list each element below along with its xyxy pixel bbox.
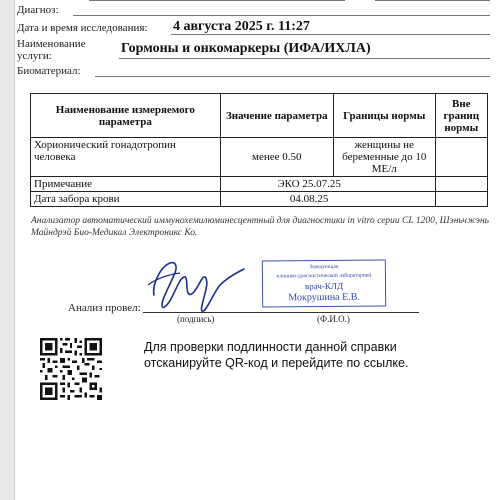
document-page xyxy=(14,0,503,500)
service-label-line2: услуги: xyxy=(17,50,52,62)
results-table xyxy=(30,93,488,207)
doctor-stamp xyxy=(262,259,386,307)
biomaterial-label: Биоматериал: xyxy=(17,65,81,77)
header-out: Вне границ нормы xyxy=(435,94,487,138)
row-out xyxy=(435,138,487,177)
blood-empty-cell xyxy=(435,192,487,207)
qr-code[interactable] xyxy=(40,338,102,400)
note-empty-cell xyxy=(435,177,487,192)
qr-text-line2: отсканируйте QR-код и перейдите по ссылке. xyxy=(144,356,409,370)
stamp-line2: клинико-диагностической лабораторией xyxy=(276,272,372,280)
qr-instructions xyxy=(144,339,408,371)
table-row-note xyxy=(31,177,488,192)
header-value: Значение параметра xyxy=(220,94,333,138)
analyzer-note: Анализатор автоматический иммунохемилюминесцентный для диагностики in vitro серии CL 1200, Шэньчжэнь Майндрэй Био-Медикал Электроникс Ко. xyxy=(31,216,489,238)
service-label xyxy=(17,38,86,62)
row-param-name: Хорионический гонадотропин человека xyxy=(31,138,221,177)
blood-value: 04.08.25 xyxy=(220,192,435,207)
header-param: Наименование измеряемого параметра xyxy=(31,94,221,138)
signature-caption: (подпись) xyxy=(177,314,215,324)
header-range: Границы нормы xyxy=(333,94,435,138)
datetime-value: 4 августа 2025 г. 11:27 xyxy=(173,19,310,34)
signature-image xyxy=(140,255,250,317)
stamp-line4: Мокрушина Е.В. xyxy=(288,291,360,304)
row-value: менее 0.50 xyxy=(220,138,333,177)
qr-text-line1: Для проверки подлинности данной справки xyxy=(144,340,397,354)
note-value: ЭКО 25.07.25 xyxy=(220,177,435,192)
blood-label: Дата забора крови xyxy=(31,192,221,207)
diagnosis-label: Диагноз: xyxy=(17,4,59,16)
stamp-line3: врач-КЛД xyxy=(304,280,344,292)
service-label-line1: Наименование xyxy=(17,38,86,50)
name-caption: (Ф.И.О.) xyxy=(317,314,350,324)
service-value: Гормоны и онкомаркеры (ИФА/ИХЛА) xyxy=(121,41,371,56)
table-row xyxy=(31,138,488,177)
conducted-label: Анализ провел: xyxy=(68,302,141,314)
datetime-label: Дата и время исследования: xyxy=(17,22,148,34)
row-range: женщины не беременные до 10 МЕ/л xyxy=(333,138,435,177)
table-row-blood xyxy=(31,192,488,207)
note-label: Примечание xyxy=(31,177,221,192)
stamp-line1: Заведующая xyxy=(309,263,339,271)
